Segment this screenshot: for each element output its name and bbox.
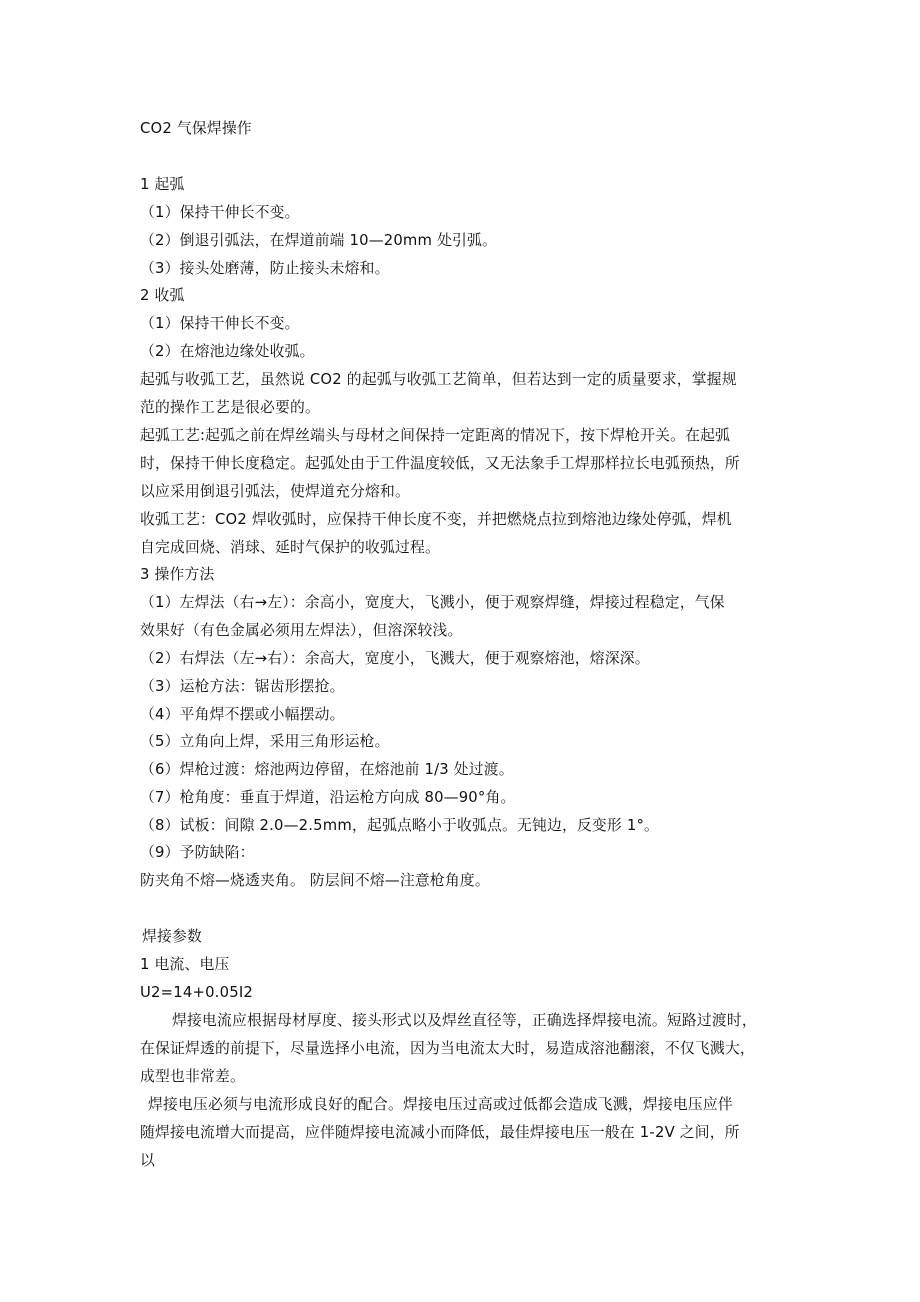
paragraph-line: 以	[140, 1152, 155, 1169]
paragraph-line: 焊接电流应根据母材厚度、接头形式以及焊丝直径等，正确选择焊接电流。短路过渡时，	[172, 1012, 757, 1029]
formula: U2=14+0.05I2	[140, 984, 253, 1001]
paragraph-line: 成型也非常差。	[140, 1068, 245, 1085]
list-item: （5）立角向上焊，采用三角形运枪。	[140, 733, 390, 750]
list-item: （1）保持干伸长不变。	[140, 315, 300, 332]
list-item: （7）枪角度：垂直于焊道，沿运枪方向成 80—90°角。	[140, 789, 516, 806]
section-heading: 2 收弧	[140, 287, 185, 304]
section-heading: 1 电流、电压	[140, 956, 230, 973]
paragraph-line: 起弧与收弧工艺，虽然说 CO2 的起弧与收弧工艺简单，但若达到一定的质量要求，掌握规	[140, 371, 737, 388]
list-item: （4）平角焊不摆或小幅摆动。	[140, 706, 345, 723]
section-heading: 1 起弧	[140, 176, 185, 193]
list-item: （9）予防缺陷：	[140, 844, 255, 861]
section-heading: 3 操作方法	[140, 566, 215, 583]
paragraph-line: 防夹角不熔—烧透夹角。 防层间不熔—注意枪角度。	[140, 872, 490, 889]
paragraph-line: 随焊接电流增大而提高，应伴随焊接电流减小而降低，最佳焊接电压一般在 1-2V 之间，所	[140, 1124, 740, 1141]
paragraph-line: 时，保持干伸长度稳定。起弧处由于工件温度较低，又无法象手工焊那样拉长电弧预热，所	[140, 455, 740, 472]
paragraph-line: 焊接电压必须与电流形成良好的配合。焊接电压过高或过低都会造成飞溅，焊接电压应伴	[148, 1096, 733, 1113]
list-item: （2）右焊法（左→右）：余高大，宽度小，飞溅大，便于观察熔池，熔深深。	[140, 650, 650, 667]
list-item: （1）左焊法（右→左）：余高小，宽度大，飞溅小，便于观察焊缝，焊接过程稳定，气保	[140, 594, 725, 611]
list-item: （2）在熔池边缘处收弧。	[140, 343, 315, 360]
paragraph-line: 收弧工艺：CO2 焊收弧时，应保持干伸长度不变，并把燃烧点拉到熔池边缘处停弧，焊机	[140, 511, 732, 528]
list-item: （2）倒退引弧法，在焊道前端 10—20mm 处引弧。	[140, 232, 498, 249]
list-item: （1）保持干伸长不变。	[140, 204, 300, 221]
paragraph-line: 起弧工艺:起弧之前在焊丝端头与母材之间保持一定距离的情况下，按下焊枪开关。在起弧	[140, 427, 731, 444]
list-item: （6）焊枪过渡：熔池两边停留，在熔池前 1/3 处过渡。	[140, 761, 514, 778]
paragraph-line: 范的操作工艺是很必要的。	[140, 399, 320, 416]
list-item: （3）运枪方法：锯齿形摆抢。	[140, 678, 345, 695]
document-title: CO2 气保焊操作	[140, 120, 252, 137]
paragraph-line: 在保证焊透的前提下，尽量选择小电流，因为当电流太大时，易造成溶池翻滚，不仅飞溅大，	[140, 1040, 755, 1057]
paragraph-line: 以应采用倒退引弧法，使焊道充分熔和。	[140, 483, 410, 500]
paragraph-line: 效果好（有色金属必须用左焊法），但溶深较浅。	[140, 622, 463, 639]
list-item: （8）试板：间隙 2.0—2.5mm，起弧点略小于收弧点。无钝边，反变形 1°。	[140, 817, 660, 834]
list-item: （3）接头处磨薄，防止接头未熔和。	[140, 260, 390, 277]
section-title: 焊接参数	[142, 928, 202, 945]
paragraph-line: 自完成回烧、消球、延时气保护的收弧过程。	[140, 539, 440, 556]
